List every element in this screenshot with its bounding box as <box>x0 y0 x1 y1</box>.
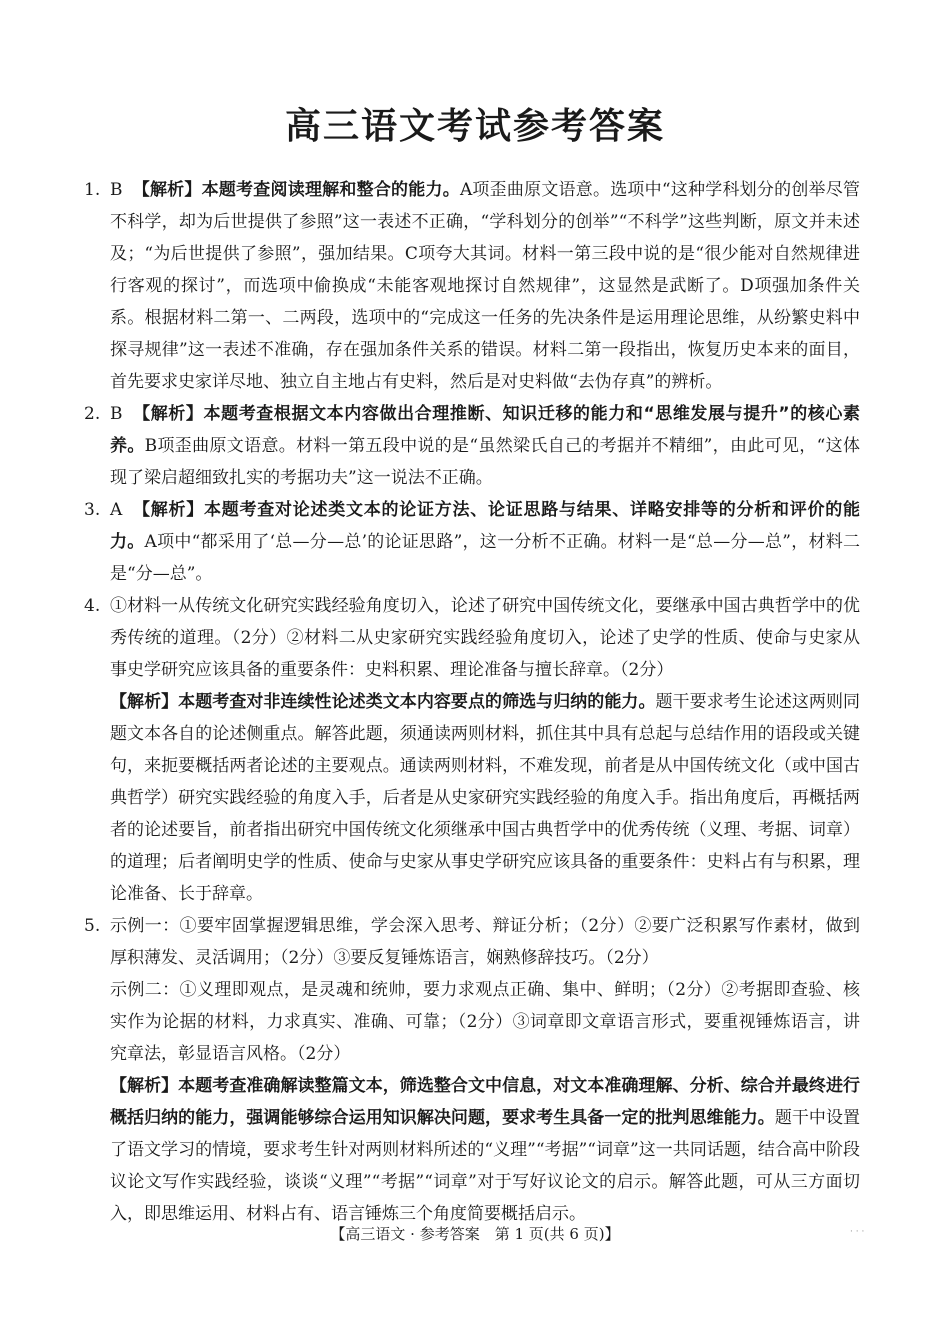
answer-item-4 <box>84 590 860 686</box>
analysis-text: A项歪曲原文语意。选项中“这种学科划分的创举尽管不科学，却为后世提供了参照”这一表述不正确，“学科划分的创举”“不科学”这些判断，原文并未述及；“为后世提供了参照”，强加结果。C项夸大其词。材料一第三段中说的是“很少能对自然规律进行客观的探讨”，而选项中偷换成“未能客观地探讨自然规律”，这显然是武断了。D项强加条件关系。根据材料二第一、二两段，选项中的“完成这一任务的先决条件是运用理论思维，从纷繁史料中探寻规律”这一表述不准确，存在强加条件关系的错误。材料二第一段指出，恢复历史本来的面目，首先要求史家详尽地、独立自主地占有史料，然后是对史料做“去伪存真”的辨析。 <box>110 180 861 392</box>
analysis-label: 【解析】本题考查对论述类文本的论证方法、论证思路与结果、详略安排等的分析和评价的能力。 <box>110 500 860 552</box>
analysis-text: B项歪曲原文语意。材料一第五段中说的是“虽然梁氏自己的考据并不精细”，由此可见，“这体现了梁启超细致扎实的考据功夫”这一说法不正确。 <box>110 436 860 488</box>
analysis-label: 【解析】本题考查阅读理解和整合的能力。 <box>132 180 460 200</box>
example-two: 示例二：①义理即观点，是灵魂和统帅，要力求观点正确、集中、鲜明；（2分）②考据即查验、核实作为论据的材料，力求真实、准确、可靠；（2分）③词章即文章语言形式，要重视锤炼语言，讲究章法，彰显语言风格。（2分） <box>110 980 860 1064</box>
analysis-label: 【解析】本题考查对非连续性论述类文本内容要点的筛选与归纳的能力。 <box>110 692 656 712</box>
answer-item-3 <box>84 494 860 590</box>
example-one: 示例一：①要牢固掌握逻辑思维，学会深入思考、辩证分析；（2分）②要广泛积累写作素材，做到厚积薄发、灵活调用；（2分）③要反复锤炼语言，娴熟修辞技巧。（2分） <box>110 916 860 968</box>
answer-list <box>84 174 860 1230</box>
answer-item-1 <box>84 174 860 398</box>
analysis-label: 【解析】本题考查根据文本内容做出合理推断、知识迁移的能力和“思维发展与提升”的核心素养。 <box>110 404 860 456</box>
item-number: 2. <box>84 404 101 424</box>
page-footer: 【高三语文 · 参考答案 第 1 页(共 6 页)】 <box>330 1225 620 1243</box>
answer-item-2 <box>84 398 860 494</box>
item-number: 5. <box>84 916 101 936</box>
answer-text: ①材料一从传统文化研究实践经验角度切入，论述了研究中国传统文化，要继承中国古典哲学中的优秀传统的道理。（2分）②材料二从史家研究实践经验角度切入，论述了史学的性质、使命与史家从事史学研究应该具备的重要条件：史料积累、理论准备与擅长辞章。（2分） <box>110 596 860 680</box>
analysis-block-4 <box>110 686 860 910</box>
answer-letter: B <box>110 180 123 200</box>
item-number: 3. <box>84 500 101 520</box>
answer-item-5 <box>84 910 860 974</box>
analysis-text: A项中“都采用了‘总—分—总’的论证思路”，这一分析不正确。材料一是“总—分—总”，材料二是“分—总”。 <box>110 532 860 584</box>
analysis-text: 题干要求考生论述这两则同题文本各自的论述侧重点。解答此题，须通读两则材料，抓住其中具有总起与总结作用的语段或关键句，来扼要概括两者论述的主要观点。通读两则材料，不难发现，前者是从中国传统文化（或中国古典哲学）研究实践经验的角度入手，后者是从史家研究实践经验的角度入手。指出角度后，再概括两者的论述要旨，前者指出研究中国传统文化须继承中国古典哲学中的优秀传统（义理、考据、词章）的道理；后者阐明史学的性质、使命与史家从事史学研究应该具备的重要条件：史料占有与积累，理论准备、长于辞章。 <box>110 692 861 904</box>
item-number: 4. <box>84 596 101 616</box>
answer-letter: B <box>110 404 123 424</box>
page-title: 高三语文考试参考答案 <box>284 106 665 147</box>
analysis-block-5 <box>110 1070 860 1230</box>
analysis-label: 【解析】本题考查准确解读整篇文本，筛选整合文中信息，对文本准确理解、分析、综合并最终进行概括归纳的能力，强调能够综合运用知识解决问题，要求考生具备一定的批判思维能力。 <box>110 1076 860 1128</box>
answer-letter: A <box>110 500 123 520</box>
corner-mark: · · · <box>850 1227 865 1237</box>
analysis-text: 题干中设置了语文学习的情境，要求考生针对两则材料所述的“义理”“考据”“词章”这一共同话题，结合高中阶段议论文写作实践经验，谈谈“义理”“考据”“词章”对于写好议论文的启示。解答此题，可从三方面切入，即思维运用、材料占有、语言锤炼三个角度简要概括启示。 <box>110 1108 860 1224</box>
item-number: 1. <box>84 180 101 200</box>
